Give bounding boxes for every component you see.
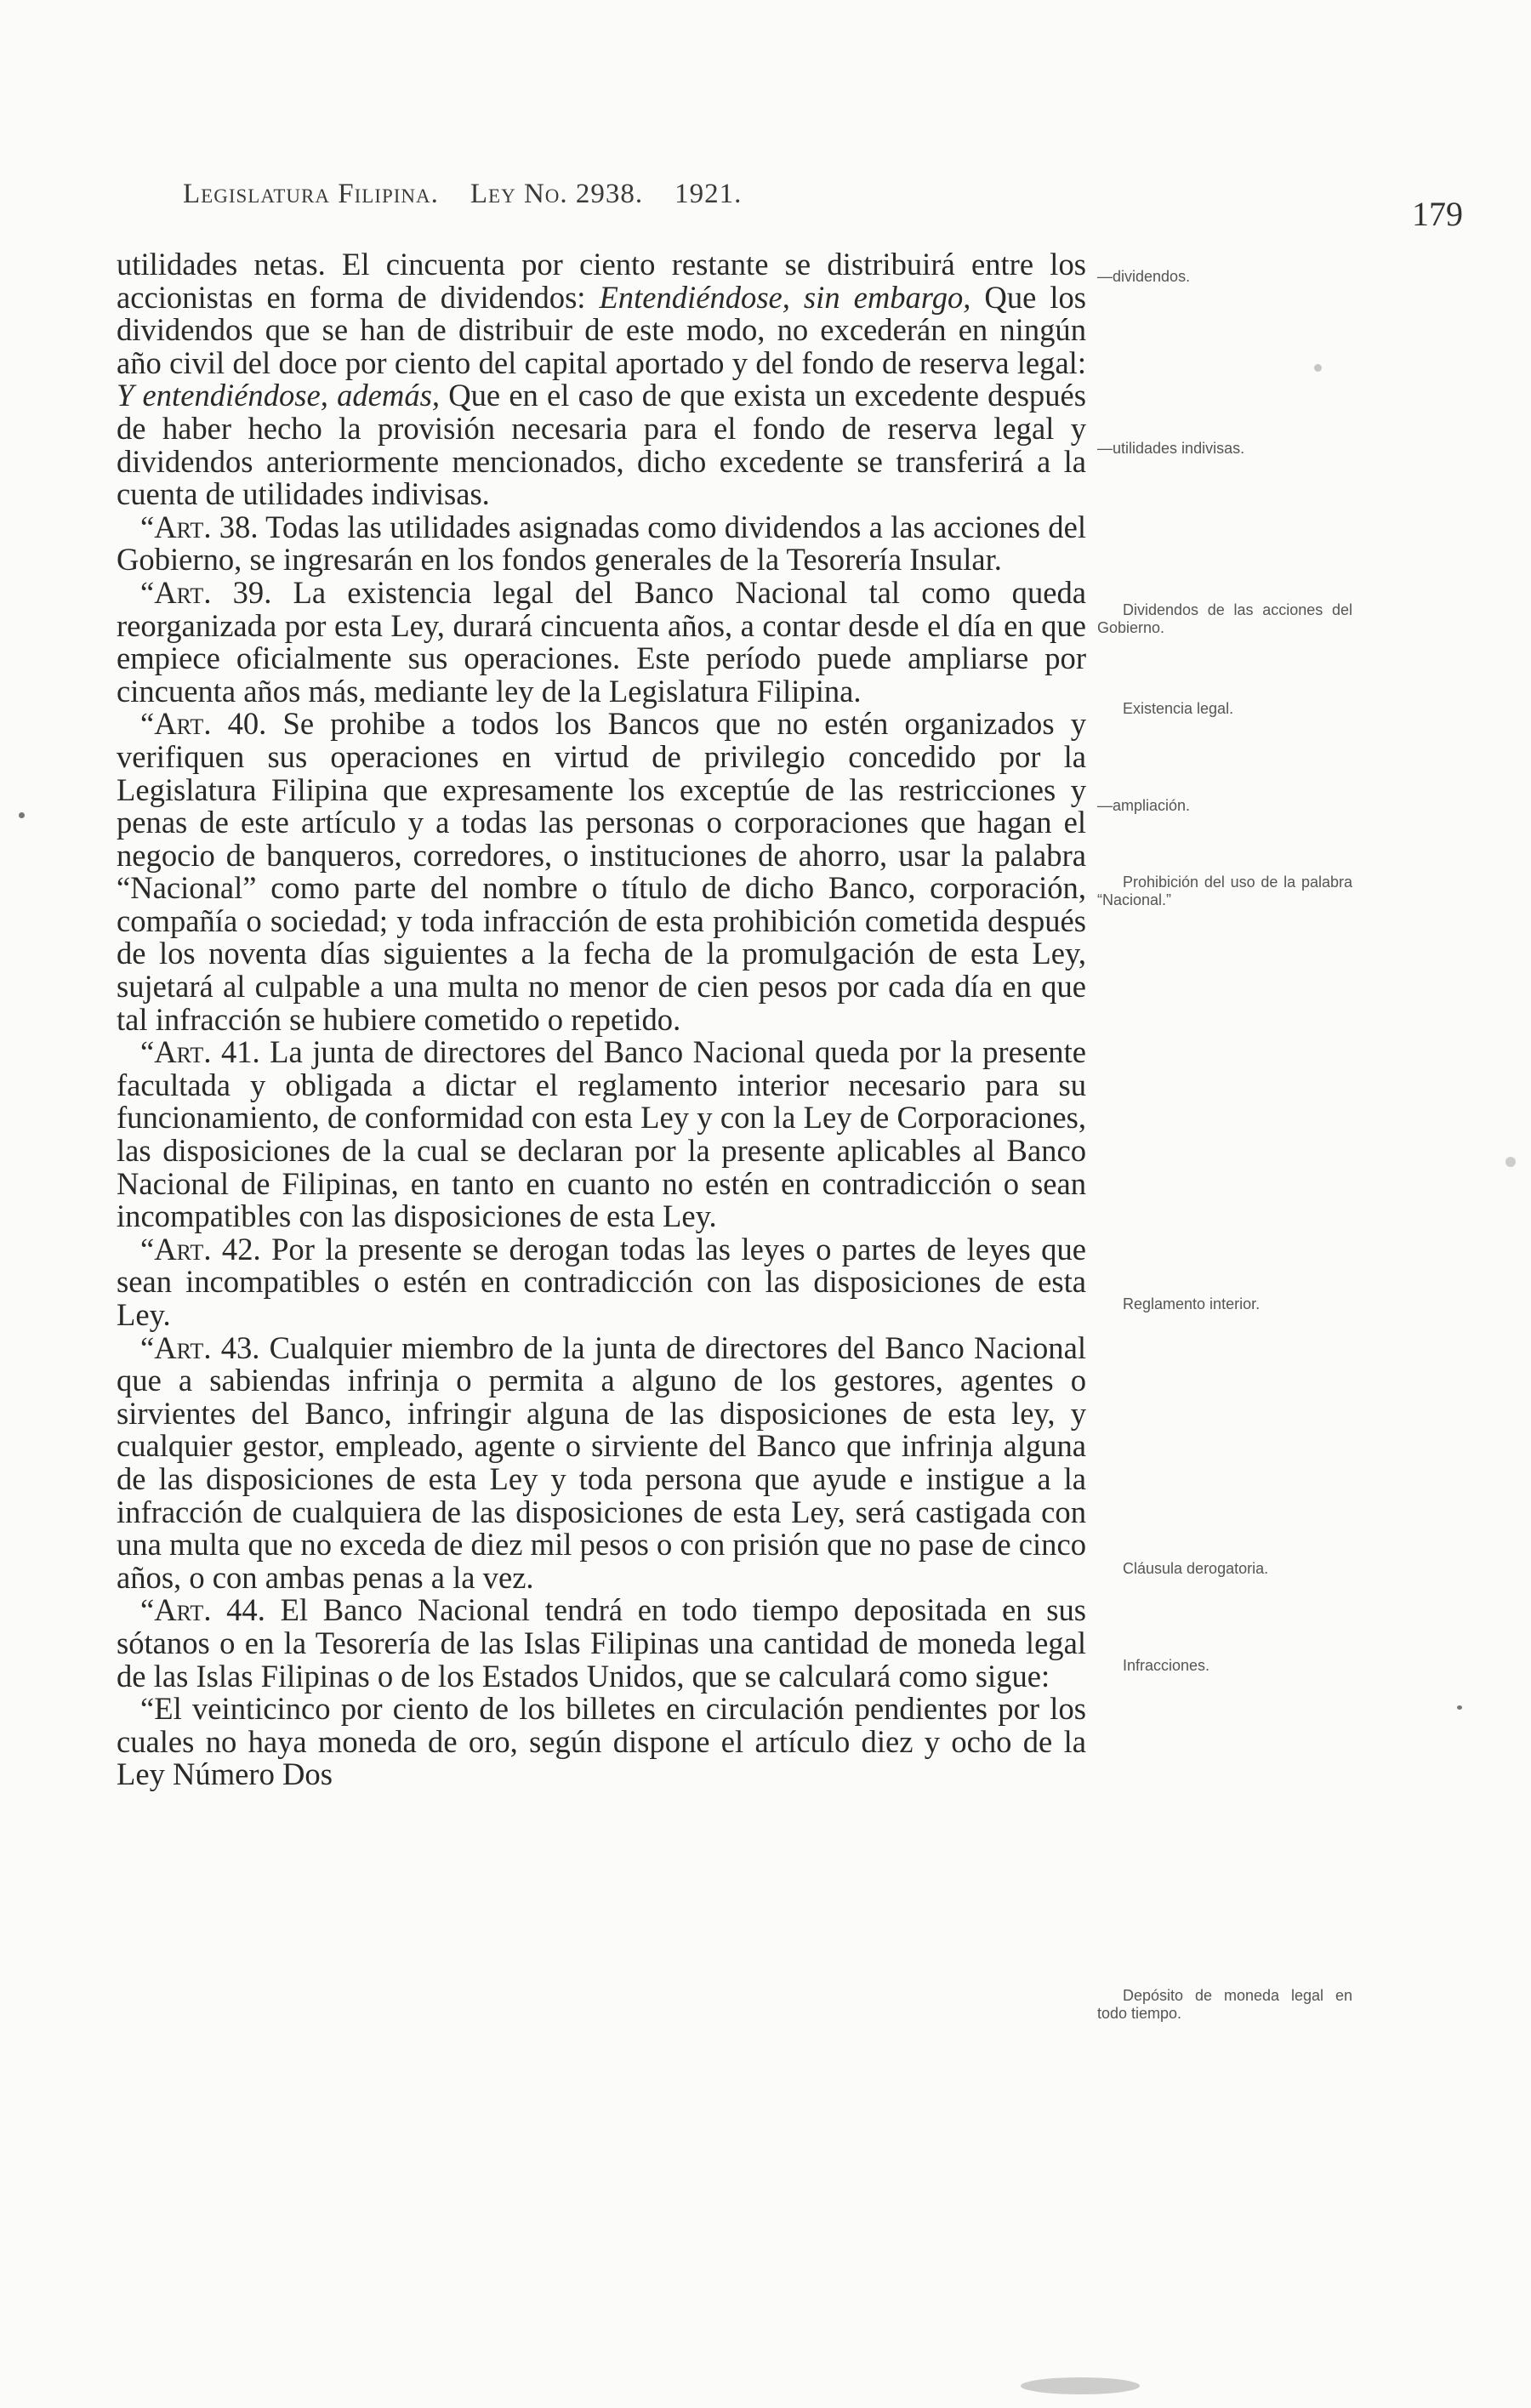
article-38: “Art. 38. Todas las utilidades asignadas como dividendos a las acciones del Gobierno, se ingresarán en los fondos generales de la Tesorería Insular. xyxy=(117,509,1086,578)
article-44: “Art. 44. El Banco Nacional tendrá en todo tiempo depositada en sus sótanos o en la Tesorería de las Islas Filipinas una cantidad de moneda legal de las Islas Filipinas o de los Estados Unidos, que se calculará como sigue: xyxy=(117,1592,1086,1694)
margin-note-utilidades-indivisas: —utilidades indivisas. xyxy=(1097,440,1245,457)
margin-note-reglamento: Reglamento interior. xyxy=(1123,1295,1261,1312)
margin-note-deposito: Depósito de moneda legal en todo tiempo. xyxy=(1097,1987,1352,2022)
scan-speck xyxy=(1314,364,1322,372)
paragraph-utilidades: utilidades netas. El cincuenta por ciento restante se distribuirá entre los accionistas en forma de dividendos: Entendiéndose, sin embargo, Que los dividendos que se han de distribuir de este modo, no excederán en ningún año civil del doce por ciento del capital aportado y del fondo de reserva legal: Y entendiéndose, además, Que en el caso de que exista un excedente después de haber hecho la provisión necesaria para el fondo de reserva legal y dividendos anteriormente mencionados, dicho excedente se transferirá a la cuenta de utilidades indivisas. xyxy=(117,247,1087,512)
margin-note-existencia-legal: Existencia legal. xyxy=(1123,700,1234,717)
article-39: “Art. 39. La existencia legal del Banco Nacional tal como queda reorganizada por esta Ley, durará cincuenta años, a contar desde el día en que empiece oficialmente sus operaciones. Este período puede ampliarse por cincuenta años más, mediante ley de la Legislatura Filipina. xyxy=(117,574,1086,709)
margin-note-prohibicion: Prohibición del uso de la palabra “Nacional.” xyxy=(1097,874,1352,908)
margin-note-ampliacion: —ampliación. xyxy=(1097,797,1191,814)
article-42: “Art. 42. Por la presente se derogan todas las leyes o partes de leyes que sean incompatibles o estén en contradicción con las disposiciones de esta Ley. xyxy=(117,1231,1086,1332)
header-legislature: Legislatura Filipina. xyxy=(183,179,439,209)
header-year: 1921. xyxy=(674,179,743,209)
margin-note-infracciones: Infracciones. xyxy=(1123,1657,1210,1674)
article-43: “Art. 43. Cualquier miembro de la junta de directores del Banco Nacional que a sabiendas infrinja o permita a alguno de los gestores, agentes o sirvientes del Banco, infringir alguna de las disposiciones de esta ley, y cualquier gestor, empleado, agente o sirviente del Banco que infrinja alguna de las disposiciones de esta Ley y toda persona que ayude e instigue a la infracción de cualquiera de las disposiciones de esta Ley, será castigada con una multa que no exceda de diez mil pesos o con prisión que no pase de cinco años, o con ambas penas a la vez. xyxy=(117,1329,1086,1595)
article-41: “Art. 41. La junta de directores del Banco Nacional queda por la presente facultada y obligada a dictar el reglamento interior necesario para su funcionamiento, de conformidad con esta Ley y con la Ley de Corporaciones, las disposiciones de la cual se declaran por la presente aplicables al Banco Nacional de Filipinas, en tanto en cuanto no estén en contradicción o sean incompatibles con las disposiciones de esta Ley. xyxy=(117,1034,1086,1234)
margin-note-dividendos-gobierno: Dividendos de las acciones del Gobierno. xyxy=(1097,601,1352,636)
page-number: 179 xyxy=(1412,195,1463,233)
scan-speck xyxy=(19,812,25,818)
scan-speck xyxy=(1457,1705,1462,1710)
margin-note-clausula: Cláusula derogatoria. xyxy=(1123,1560,1269,1577)
article-40: “Art. 40. Se prohibe a todos los Bancos que no estén organizados y verifiquen sus operaciones en virtud de privilegio concedido por la Legislatura Filipina que expresamente los exceptúe de las restricciones y penas de este artículo y a todas las personas o corporaciones que hagan el negocio de banqueros, corredores, o instituciones de ahorro, usar la palabra “Nacional” como parte del nombre o título de dicho Banco, corporación, compañía o sociedad; y toda infracción de esta prohibición cometida después de los noventa días siguientes a la fecha de la promulgación de esta Ley, sujetará al culpable a una multa no menor de cien pesos por cada día en que tal infracción se hubiere cometido o repetido. xyxy=(117,706,1086,1037)
scan-smudge xyxy=(1505,1157,1516,1167)
header-law-number: Ley No. 2938. xyxy=(470,179,644,209)
running-header xyxy=(183,179,1255,210)
body-text xyxy=(117,248,1086,1791)
scan-smudge xyxy=(1021,2377,1140,2394)
quoted-paragraph: “El veinticinco por ciento de los billetes en circulación pendientes por los cuales no haya moneda de oro, según dispone el artículo diez y ocho de la Ley Número Dos xyxy=(117,1691,1086,1792)
margin-note-dividendos: —dividendos. xyxy=(1097,268,1191,285)
